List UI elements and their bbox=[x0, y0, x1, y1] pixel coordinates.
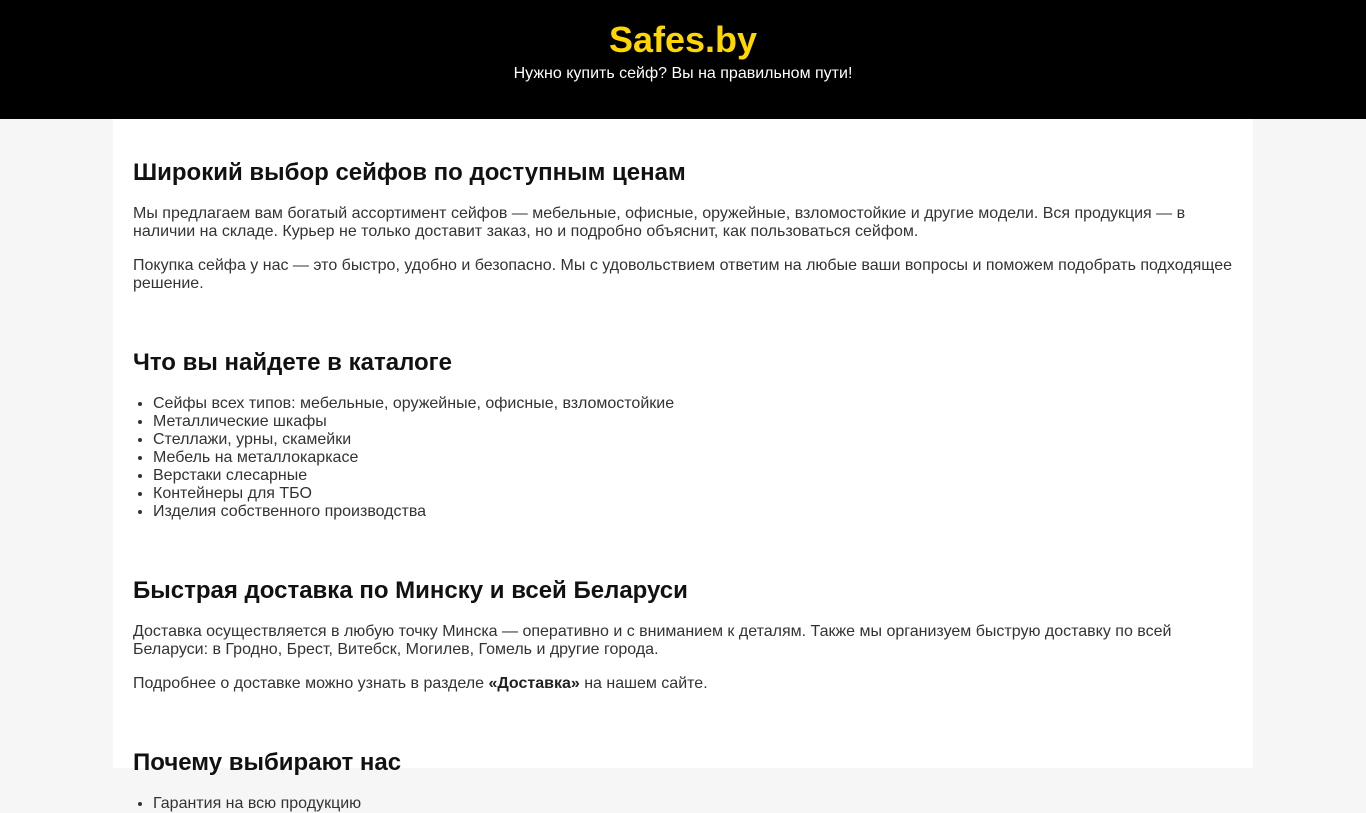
main-content bbox=[113, 119, 1253, 812]
delivery-note-before: Подробнее о доставке можно узнать в разделе bbox=[133, 675, 489, 692]
catalog-list bbox=[133, 395, 1233, 521]
list-item: • Изделия собственного производства bbox=[153, 503, 1233, 521]
delivery-link[interactable]: «Доставка» bbox=[488, 675, 580, 692]
section-why-us bbox=[133, 731, 1233, 813]
paragraph: Мы предлагаем вам богатый ассортимент сейфов — мебельные, офисные, оружейные, взломостойкие и другие модели. Вся продукция — в наличии на складе. Курьер не только доставит заказ, но и подробно объяснит, как пользоваться сейфом. bbox=[133, 205, 1186, 240]
site-title[interactable]: Safes.by bbox=[608, 19, 758, 60]
list-item: • Контейнеры для ТБО bbox=[153, 485, 1233, 503]
section-wide-choice bbox=[133, 141, 1233, 293]
list-item: • Мебель на металлокаркасе bbox=[153, 449, 1233, 467]
section-heading: Широкий выбор сейфов по доступным ценам bbox=[133, 159, 686, 186]
list-item: • Верстаки слесарные bbox=[153, 467, 1233, 485]
list-item: • Сейфы всех типов: мебельные, оружейные, офисные, взломостойкие bbox=[153, 395, 1233, 413]
paragraph: Доставка осуществляется в любую точку Минска — оперативно и с вниманием к деталям. Также мы организуем быструю доставку по всей Беларуси: в Гродно, Брест, Витебск, Могилев, Гомель и другие города. bbox=[133, 623, 1172, 658]
section-heading: Почему выбирают нас bbox=[133, 749, 402, 776]
section-delivery bbox=[133, 559, 1233, 693]
section-heading: Что вы найдете в каталоге bbox=[133, 349, 452, 376]
paragraph: Покупка сейфа у нас — это быстро, удобно и безопасно. Мы с удовольствием ответим на любые ваши вопросы и поможем подобрать подходящее решение. bbox=[133, 257, 1233, 292]
section-heading: Быстрая доставка по Минску и всей Беларуси bbox=[133, 577, 688, 604]
site-header bbox=[0, 0, 1366, 119]
section-catalog bbox=[133, 331, 1233, 521]
list-item: • Стеллажи, урны, скамейки bbox=[153, 431, 1233, 449]
site-tagline: Нужно купить сейф? Вы на правильном пути! bbox=[513, 65, 853, 82]
list-item: • Гарантия на всю продукцию bbox=[153, 795, 1233, 813]
reasons-list bbox=[133, 795, 1233, 813]
list-item: • Металлические шкафы bbox=[153, 413, 1233, 431]
delivery-note-after: на нашем сайте. bbox=[579, 675, 708, 692]
delivery-note bbox=[133, 675, 1233, 693]
